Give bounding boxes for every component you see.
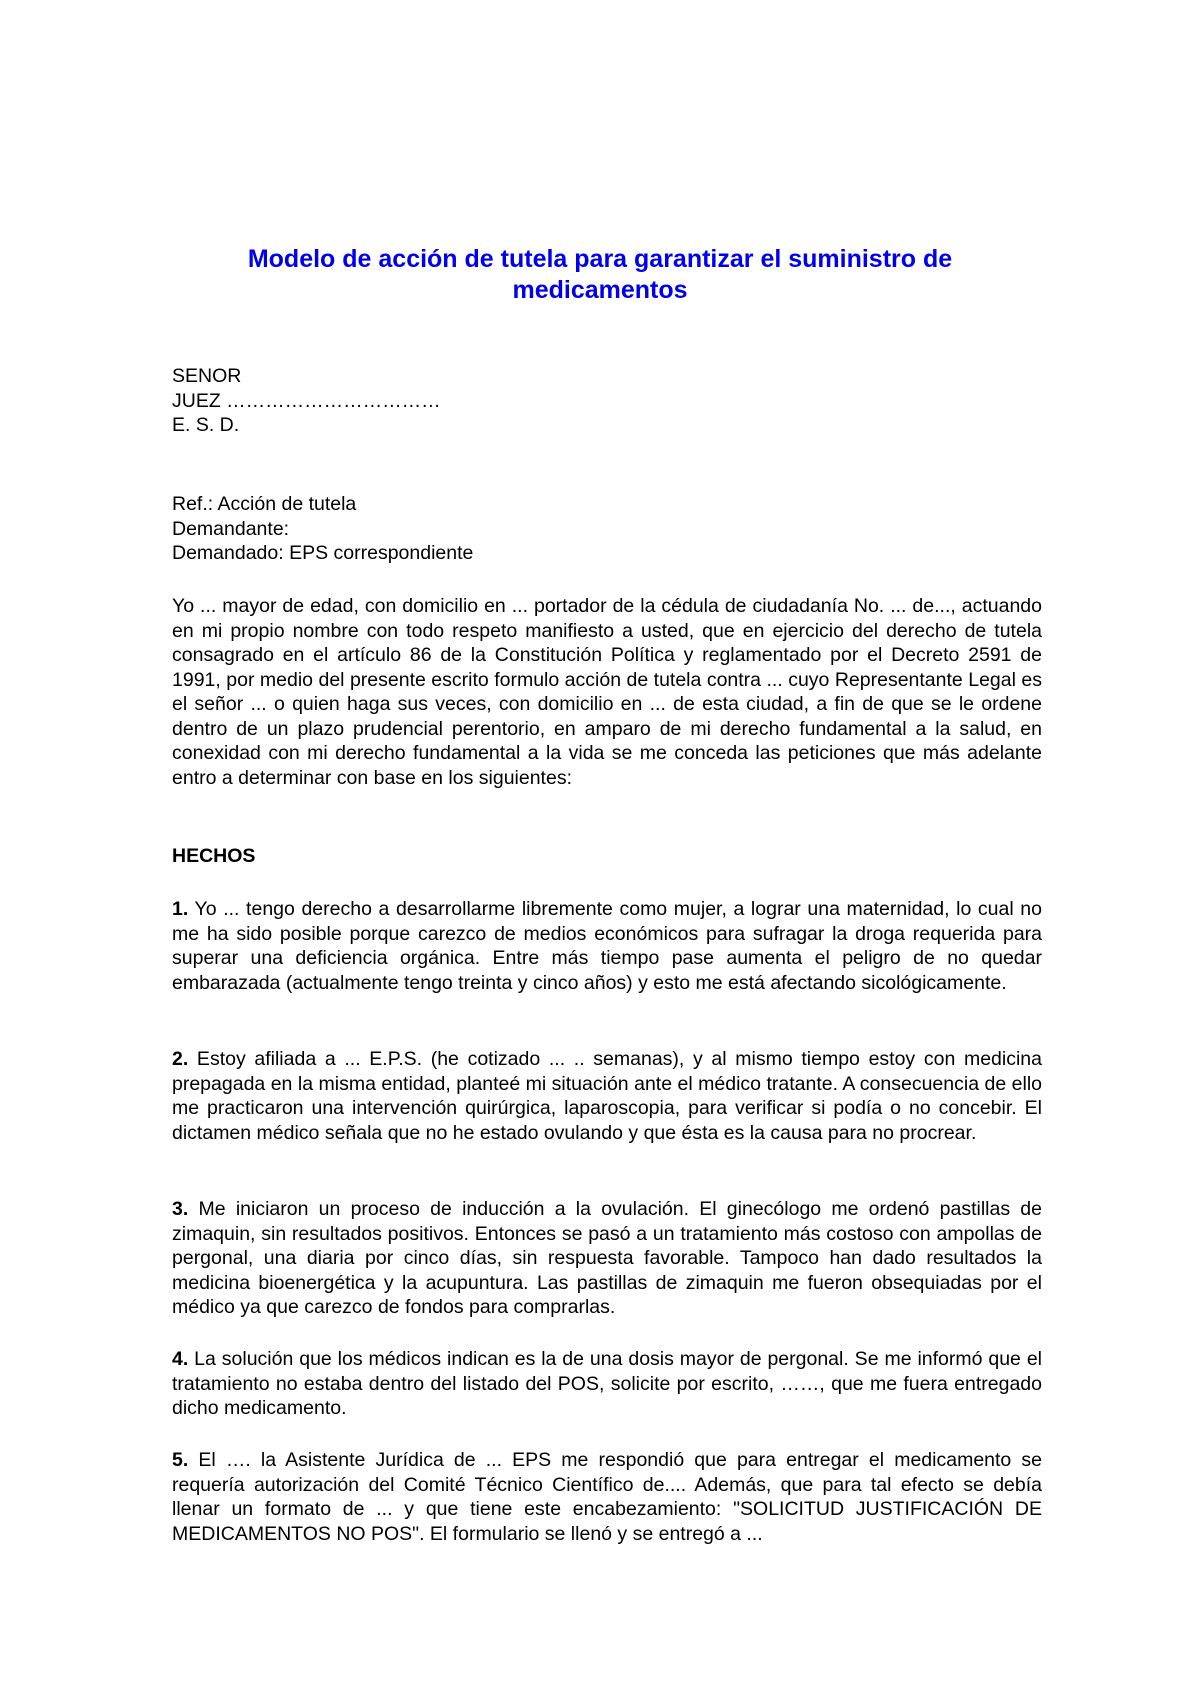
- hecho-paragraph: [172, 1448, 1042, 1546]
- hecho-number: 5.: [172, 1449, 189, 1471]
- hecho-text: Yo ... tengo derecho a desarrollarme libremente como mujer, a lograr una maternidad, lo cual no me ha sido posible porque carezco de medios económicos para sufragar la droga requerida para superar una deficiencia orgánica. Entre más tiempo pase aumenta el peligro de no quedar embarazada (actualmente tengo treinta y cinco años) y esto me está afectando sicológicamente.: [172, 898, 1042, 994]
- addressee-line: E. S. D.: [172, 414, 240, 436]
- hecho-text: Me iniciaron un proceso de inducción a la ovulación. El ginecólogo me ordenó pastillas de zimaquin, sin resultados positivos. Entonces se pasó a un tratamiento más costoso con ampollas de pergonal, una diaria por cinco días, sin respuesta favorable. Tampoco han dado resultados la medicina bioenergética y la acupuntura. Las pastillas de zimaquin me fueron obsequiadas por el médico ya que carezco de fondos para comprarlas.: [172, 1198, 1042, 1318]
- addressee-line: JUEZ ……………………………: [172, 389, 441, 412]
- reference-line: Demandado: EPS correspondiente: [172, 542, 474, 564]
- hecho-number: 2.: [172, 1048, 189, 1070]
- hecho-text: Estoy afiliada a ... E.P.S. (he cotizado ... .. semanas), y al mismo tiempo estoy con medicina prepagada en la misma entidad, planteé mi situación ante el médico tratante. A consecuencia de ello me practicaron una intervención quirúrgica, laparoscopia, para verificar si podía o no concebir. El dictamen médico señala que no he estado ovulando y que ésta es la causa para no procrear.: [172, 1048, 1042, 1144]
- hecho-number: 3.: [172, 1198, 189, 1220]
- hecho-number: 1.: [172, 898, 189, 920]
- hecho-paragraph: [172, 897, 1042, 995]
- addressee-block: [172, 364, 1042, 438]
- hechos-heading: HECHOS: [172, 845, 256, 867]
- hecho-paragraph: [172, 1197, 1042, 1320]
- addressee-line: SENOR: [172, 365, 242, 387]
- title-line-2: medicamentos: [512, 276, 688, 304]
- intro-paragraph: Yo ... mayor de edad, con domicilio en ... portador de la cédula de ciudadanía No. ... de..., actuando en mi propio nombre con todo respeto manifiesto a usted, que en ejercicio del derecho de tutela consagrado en el artículo 86 de la Constitución Política y reglamentado por el Decreto 2591 de 1991, por medio del presente escrito formulo acción de tutela contra ... cuyo Representante Legal es el señor ... o quien haga sus veces, con domicilio en ... de esta ciudad, a fin de que se le ordene dentro de un plazo prudencial perentorio, en amparo de mi derecho fundamental a la salud, en conexidad con mi derecho fundamental a la vida se me conceda las peticiones que más adelante entro a determinar con base en los siguientes:: [172, 595, 1042, 789]
- hecho-text: La solución que los médicos indican es la de una dosis mayor de pergonal. Se me informó que el tratamiento no estaba dentro del listado del POS, solicite por escrito, ……, que me fuera entregado dicho medicamento.: [172, 1348, 1042, 1419]
- reference-block: [172, 492, 1042, 566]
- hecho-number: 4.: [172, 1348, 189, 1370]
- title-line-1: Modelo de acción de tutela para garantizar el suministro de: [247, 245, 953, 273]
- document-title: [160, 244, 1040, 306]
- hecho-paragraph: [172, 1347, 1042, 1421]
- reference-line: Ref.: Acción de tutela: [172, 493, 357, 515]
- hecho-text: El …. la Asistente Jurídica de ... EPS me respondió que para entregar el medicamento se requería autorización del Comité Técnico Científico de.... Además, que para tal efecto se debía llenar un formato de ... y que tiene este encabezamiento: "SOLICITUD JUSTIFICACIÓN DE MEDICAMENTOS NO POS". El formulario se llenó y se entregó a ...: [172, 1449, 1042, 1545]
- reference-line: Demandante:: [172, 517, 290, 540]
- hecho-paragraph: [172, 1047, 1042, 1145]
